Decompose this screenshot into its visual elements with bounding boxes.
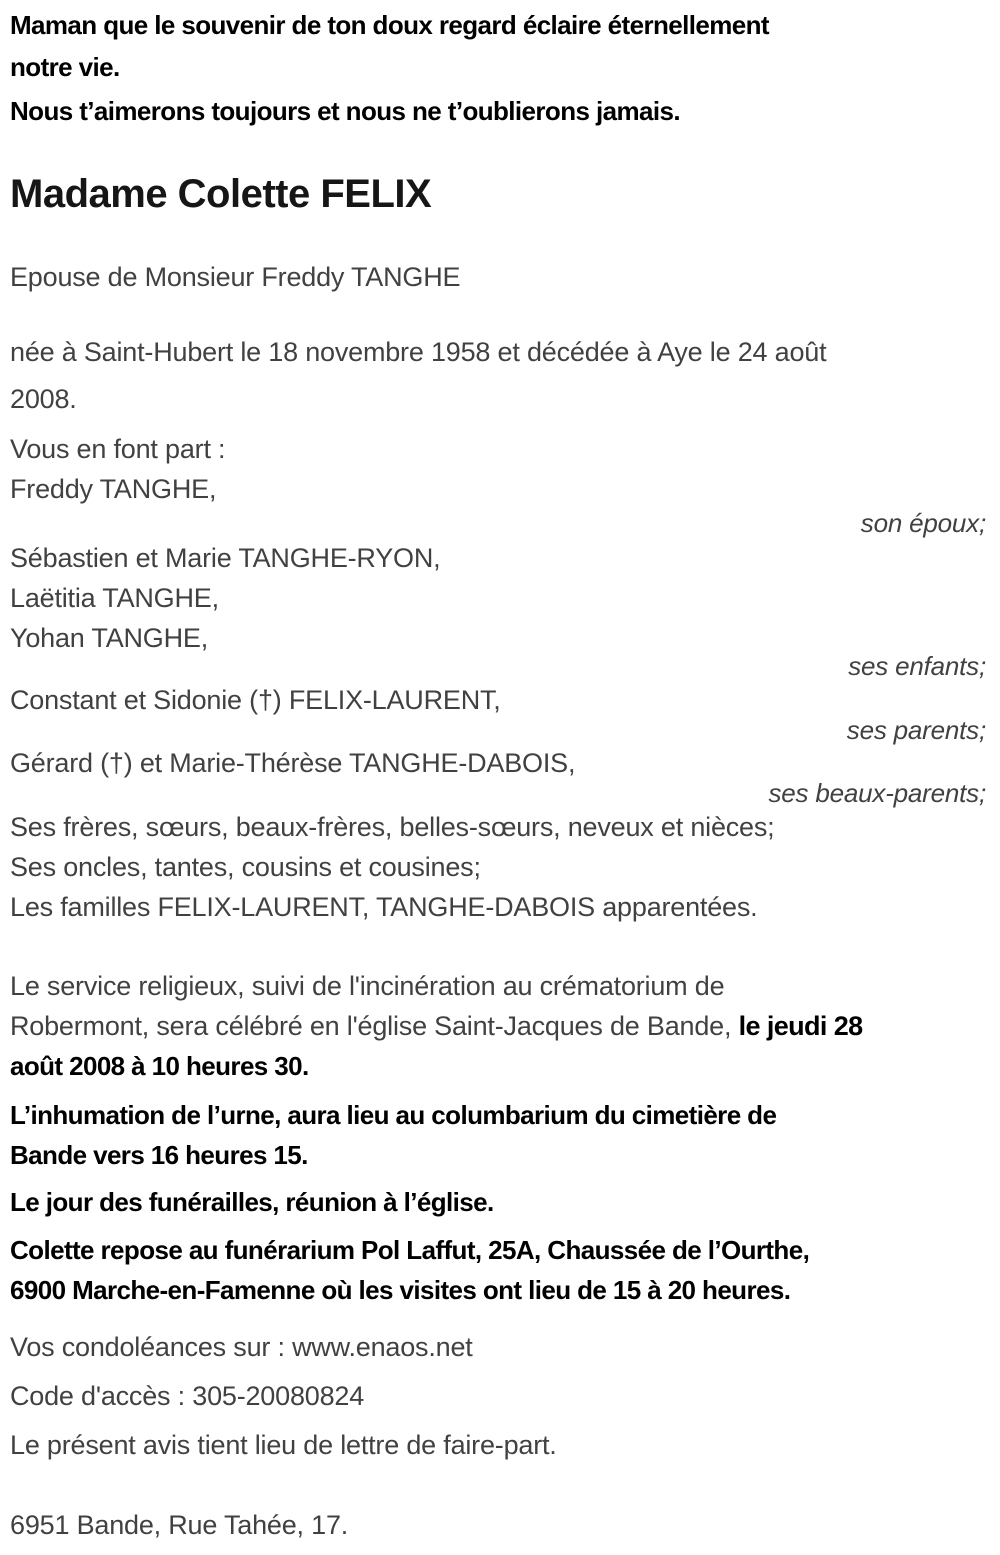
deceased-name-title: Madame Colette FELIX — [10, 172, 432, 216]
other-relatives-line-3: Les familles FELIX-LAURENT, TANGHE-DABOIS apparentées. — [10, 892, 758, 922]
family-name-child-3: Yohan TANGHE, — [10, 623, 209, 653]
service-line-2-regular: Robermont, sera célébré en l'église Saint-Jacques de Bande, — [10, 1011, 739, 1041]
life-dates-line-1: née à Saint-Hubert le 18 novembre 1958 et décédée à Aye le 24 août — [10, 337, 827, 367]
other-relatives-line-2: Ses oncles, tantes, cousins et cousines; — [10, 852, 481, 882]
service-line-2 — [10, 1009, 863, 1043]
relation-label-husband: son époux; — [860, 508, 986, 538]
service-line-2-bold-date: le jeudi 28 — [738, 1011, 863, 1041]
legal-notice-line: Le présent avis tient lieu de lettre de faire-part. — [10, 1430, 557, 1460]
access-code-line: Code d'accès : 305-20080824 — [10, 1381, 365, 1411]
announcement-intro: Vous en font part : — [10, 434, 226, 464]
spouse-of-line: Epouse de Monsieur Freddy TANGHE — [10, 262, 461, 292]
life-dates-line-2: 2008. — [10, 384, 77, 414]
family-name-child-2: Laëtitia TANGHE, — [10, 583, 219, 613]
epitaph-line-2: notre vie. — [10, 52, 120, 82]
family-name-parents: Constant et Sidonie (†) FELIX-LAURENT, — [10, 685, 501, 715]
inhumation-line-2: Bande vers 16 heures 15. — [10, 1140, 308, 1170]
epitaph-line-3: Nous t’aimerons toujours et nous ne t’oublierons jamais. — [10, 96, 680, 126]
service-line-1: Le service religieux, suivi de l'incinération au crématorium de — [10, 971, 725, 1001]
epitaph-line-1: Maman que le souvenir de ton doux regard éclaire éternellement — [10, 10, 769, 40]
relation-label-children: ses enfants; — [848, 651, 986, 681]
relation-label-inlaws: ses beaux-parents; — [768, 778, 986, 808]
repose-line-2: 6900 Marche-en-Famenne où les visites ont lieu de 15 à 20 heures. — [10, 1275, 791, 1305]
family-name-child-1: Sébastien et Marie TANGHE-RYON, — [10, 543, 441, 573]
repose-line-1: Colette repose au funérarium Pol Laffut, 25A, Chaussée de l’Ourthe, — [10, 1235, 810, 1265]
family-name-husband: Freddy TANGHE, — [10, 474, 217, 504]
funeral-day-line: Le jour des funérailles, réunion à l’église. — [10, 1187, 494, 1217]
service-line-3-bold-date: août 2008 à 10 heures 30. — [10, 1051, 309, 1081]
other-relatives-line-1: Ses frères, sœurs, beaux-frères, belles-sœurs, neveux et nièces; — [10, 812, 775, 842]
address-line: 6951 Bande, Rue Tahée, 17. — [10, 1510, 349, 1540]
inhumation-line-1: L’inhumation de l’urne, aura lieu au columbarium du cimetière de — [10, 1100, 777, 1130]
family-name-inlaws: Gérard (†) et Marie-Thérèse TANGHE-DABOIS, — [10, 748, 576, 778]
condolences-website-line: Vos condoléances sur : www.enaos.net — [10, 1332, 473, 1362]
relation-label-parents: ses parents; — [846, 715, 986, 745]
